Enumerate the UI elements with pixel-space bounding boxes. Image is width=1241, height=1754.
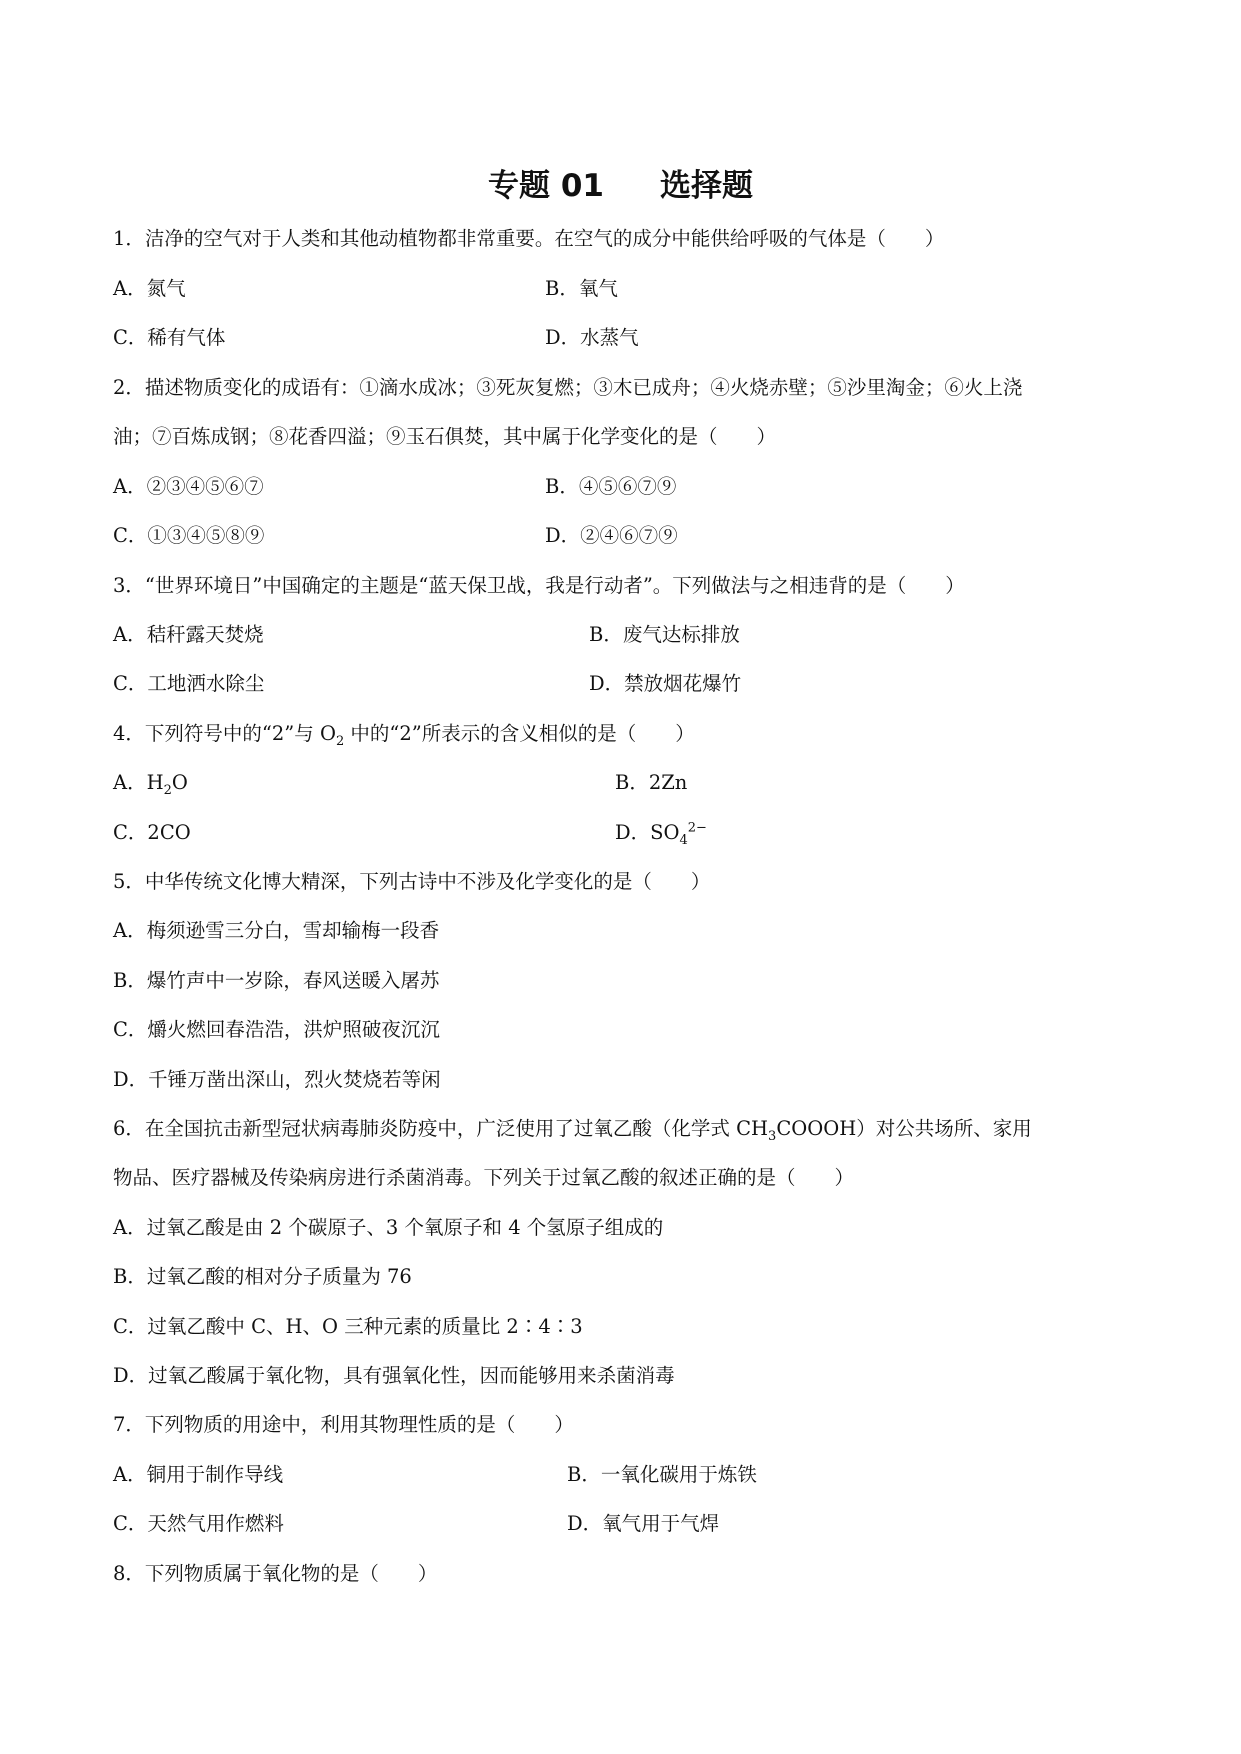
q2-option-a: A．②③④⑤⑥⑦	[113, 475, 264, 498]
q5-option-a: A．梅须逊雪三分白，雪却输梅一段香	[113, 919, 440, 942]
q2-option-b: B．④⑤⑥⑦⑨	[545, 475, 677, 498]
q7-option-c: C．天然气用作燃料	[113, 1512, 284, 1535]
q3-option-b: B．废气达标排放	[589, 623, 740, 646]
q6-option-d: D．过氧乙酸属于氧化物，具有强氧化性，因而能够用来杀菌消毒	[113, 1364, 675, 1387]
q7-option-a: A．铜用于制作导线	[113, 1463, 284, 1486]
q5-option-b: B．爆竹声中一岁除，春风送暖入屠苏	[113, 969, 440, 992]
q4-option-a: A．$H_2O$	[113, 771, 188, 798]
q3-option-d: D．禁放烟花爆竹	[589, 672, 742, 695]
question-2-stem-line2: 油；⑦百炼成钢；⑧花香四溢；⑨玉石俱焚，其中属于化学变化的是（ ）	[113, 425, 777, 448]
question-6-stem-line1: 6．在全国抗击新型冠状病毒肺炎防疫中，广泛使用了过氧乙酸（化学式 $CH_3COOOH$）对公共场所、家用	[113, 1117, 1032, 1144]
q2-option-c: C．①③④⑤⑧⑨	[113, 524, 265, 547]
question-4-stem: 4．下列符号中的“2”与 $O_2$ 中的“2”所表示的含义相似的是（ ）	[113, 722, 695, 749]
title-main: 专题 01	[488, 168, 604, 204]
question-3-stem: 3．“世界环境日”中国确定的主题是“蓝天保卫战，我是行动者”。下列做法与之相违背的是（ ）	[113, 574, 965, 597]
q3-option-c: C．工地洒水除尘	[113, 672, 265, 695]
question-2-stem-line1: 2．描述物质变化的成语有：①滴水成冰；③死灰复燃；③木已成舟；④火烧赤壁；⑤沙里淘金；⑥火上浇	[113, 376, 1023, 399]
q5-option-c: C．爝火燃回春浩浩，洪炉照破夜沉沉	[113, 1018, 440, 1041]
question-6-stem-line2: 物品、医疗器械及传染病房进行杀菌消毒。下列关于过氧乙酸的叙述正确的是（ ）	[113, 1166, 855, 1189]
q6-option-c: C．过氧乙酸中 C、H、O 三种元素的质量比 2∶4∶3	[113, 1315, 583, 1338]
q4-option-c: C．2CO	[113, 821, 191, 844]
title-sub: 选择题	[659, 168, 753, 204]
q1-option-d: D．水蒸气	[545, 326, 639, 349]
question-8-stem: 8．下列物质属于氧化物的是（ ）	[113, 1562, 438, 1585]
q6-option-b: B．过氧乙酸的相对分子质量为 76	[113, 1265, 412, 1288]
question-7-stem: 7．下列物质的用途中，利用其物理性质的是（ ）	[113, 1413, 574, 1436]
q1-option-b: B．氧气	[545, 277, 618, 300]
q4-option-b: B．2Zn	[615, 771, 688, 794]
q3-option-a: A．秸秆露天焚烧	[113, 623, 264, 646]
q4-option-d: D．$SO_4^{2-}$	[615, 820, 707, 848]
q6-option-a: A．过氧乙酸是由 2 个碳原子、3 个氧原子和 4 个氢原子组成的	[113, 1216, 664, 1239]
q5-option-d: D．千锤万凿出深山，烈火焚烧若等闲	[113, 1068, 441, 1091]
q7-option-d: D．氧气用于气焊	[567, 1512, 720, 1535]
question-1-stem: 1．洁净的空气对于人类和其他动植物都非常重要。在空气的成分中能供给呼吸的气体是（ ）	[113, 227, 945, 250]
question-5-stem: 5．中华传统文化博大精深，下列古诗中不涉及化学变化的是（ ）	[113, 870, 711, 893]
page-title	[0, 160, 1241, 205]
q1-option-a: A．氮气	[113, 277, 186, 300]
q1-option-c: C．稀有气体	[113, 326, 226, 349]
q7-option-b: B．一氧化碳用于炼铁	[567, 1463, 757, 1486]
q2-option-d: D．②④⑥⑦⑨	[545, 524, 678, 547]
